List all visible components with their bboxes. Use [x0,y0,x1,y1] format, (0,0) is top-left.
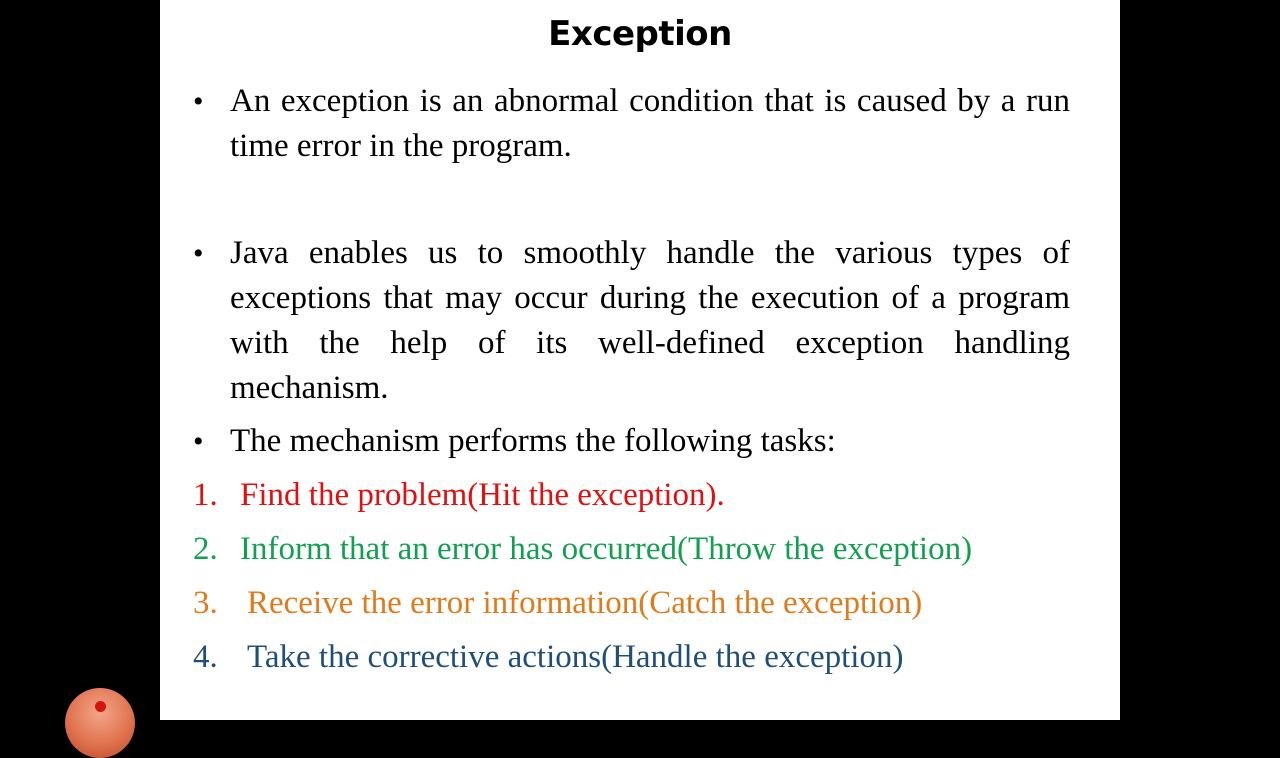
bullet-text: The mechanism performs the following tasks: [230,423,836,459]
slide [160,0,1120,720]
record-button-icon[interactable] [65,688,135,758]
task-number: 4. [193,639,218,675]
task-item-receive [193,581,1093,626]
bullet-text: Java enables us to smoothly handle the various types of exceptions that may occur during the execution of a program with the help of its well-defined exception handling mechanism. [230,235,1070,406]
task-text: Inform that an error has occurred(Throw the exception) [240,531,973,567]
task-number: 2. [193,531,218,567]
bullet-icon: • [193,425,204,458]
task-item-inform [193,527,1093,572]
task-number: 1. [193,477,218,513]
bullet-item [193,419,1073,464]
bullet-icon: • [193,237,204,270]
bullet-icon: • [193,85,204,118]
bullet-item [193,79,1073,169]
task-text: Find the problem(Hit the exception). [240,477,725,513]
task-number: 3. [193,585,218,621]
task-item-take [193,635,1093,680]
bullet-text: An exception is an abnormal condition that is caused by a run time error in the program. [230,83,1070,164]
bullet-item [193,231,1073,411]
task-item-find [193,473,1093,518]
task-text: Take the corrective actions(Handle the exception) [247,639,904,675]
task-text: Receive the error information(Catch the exception) [247,585,923,621]
slide-title: Exception [548,14,732,54]
record-dot-icon [95,701,106,712]
